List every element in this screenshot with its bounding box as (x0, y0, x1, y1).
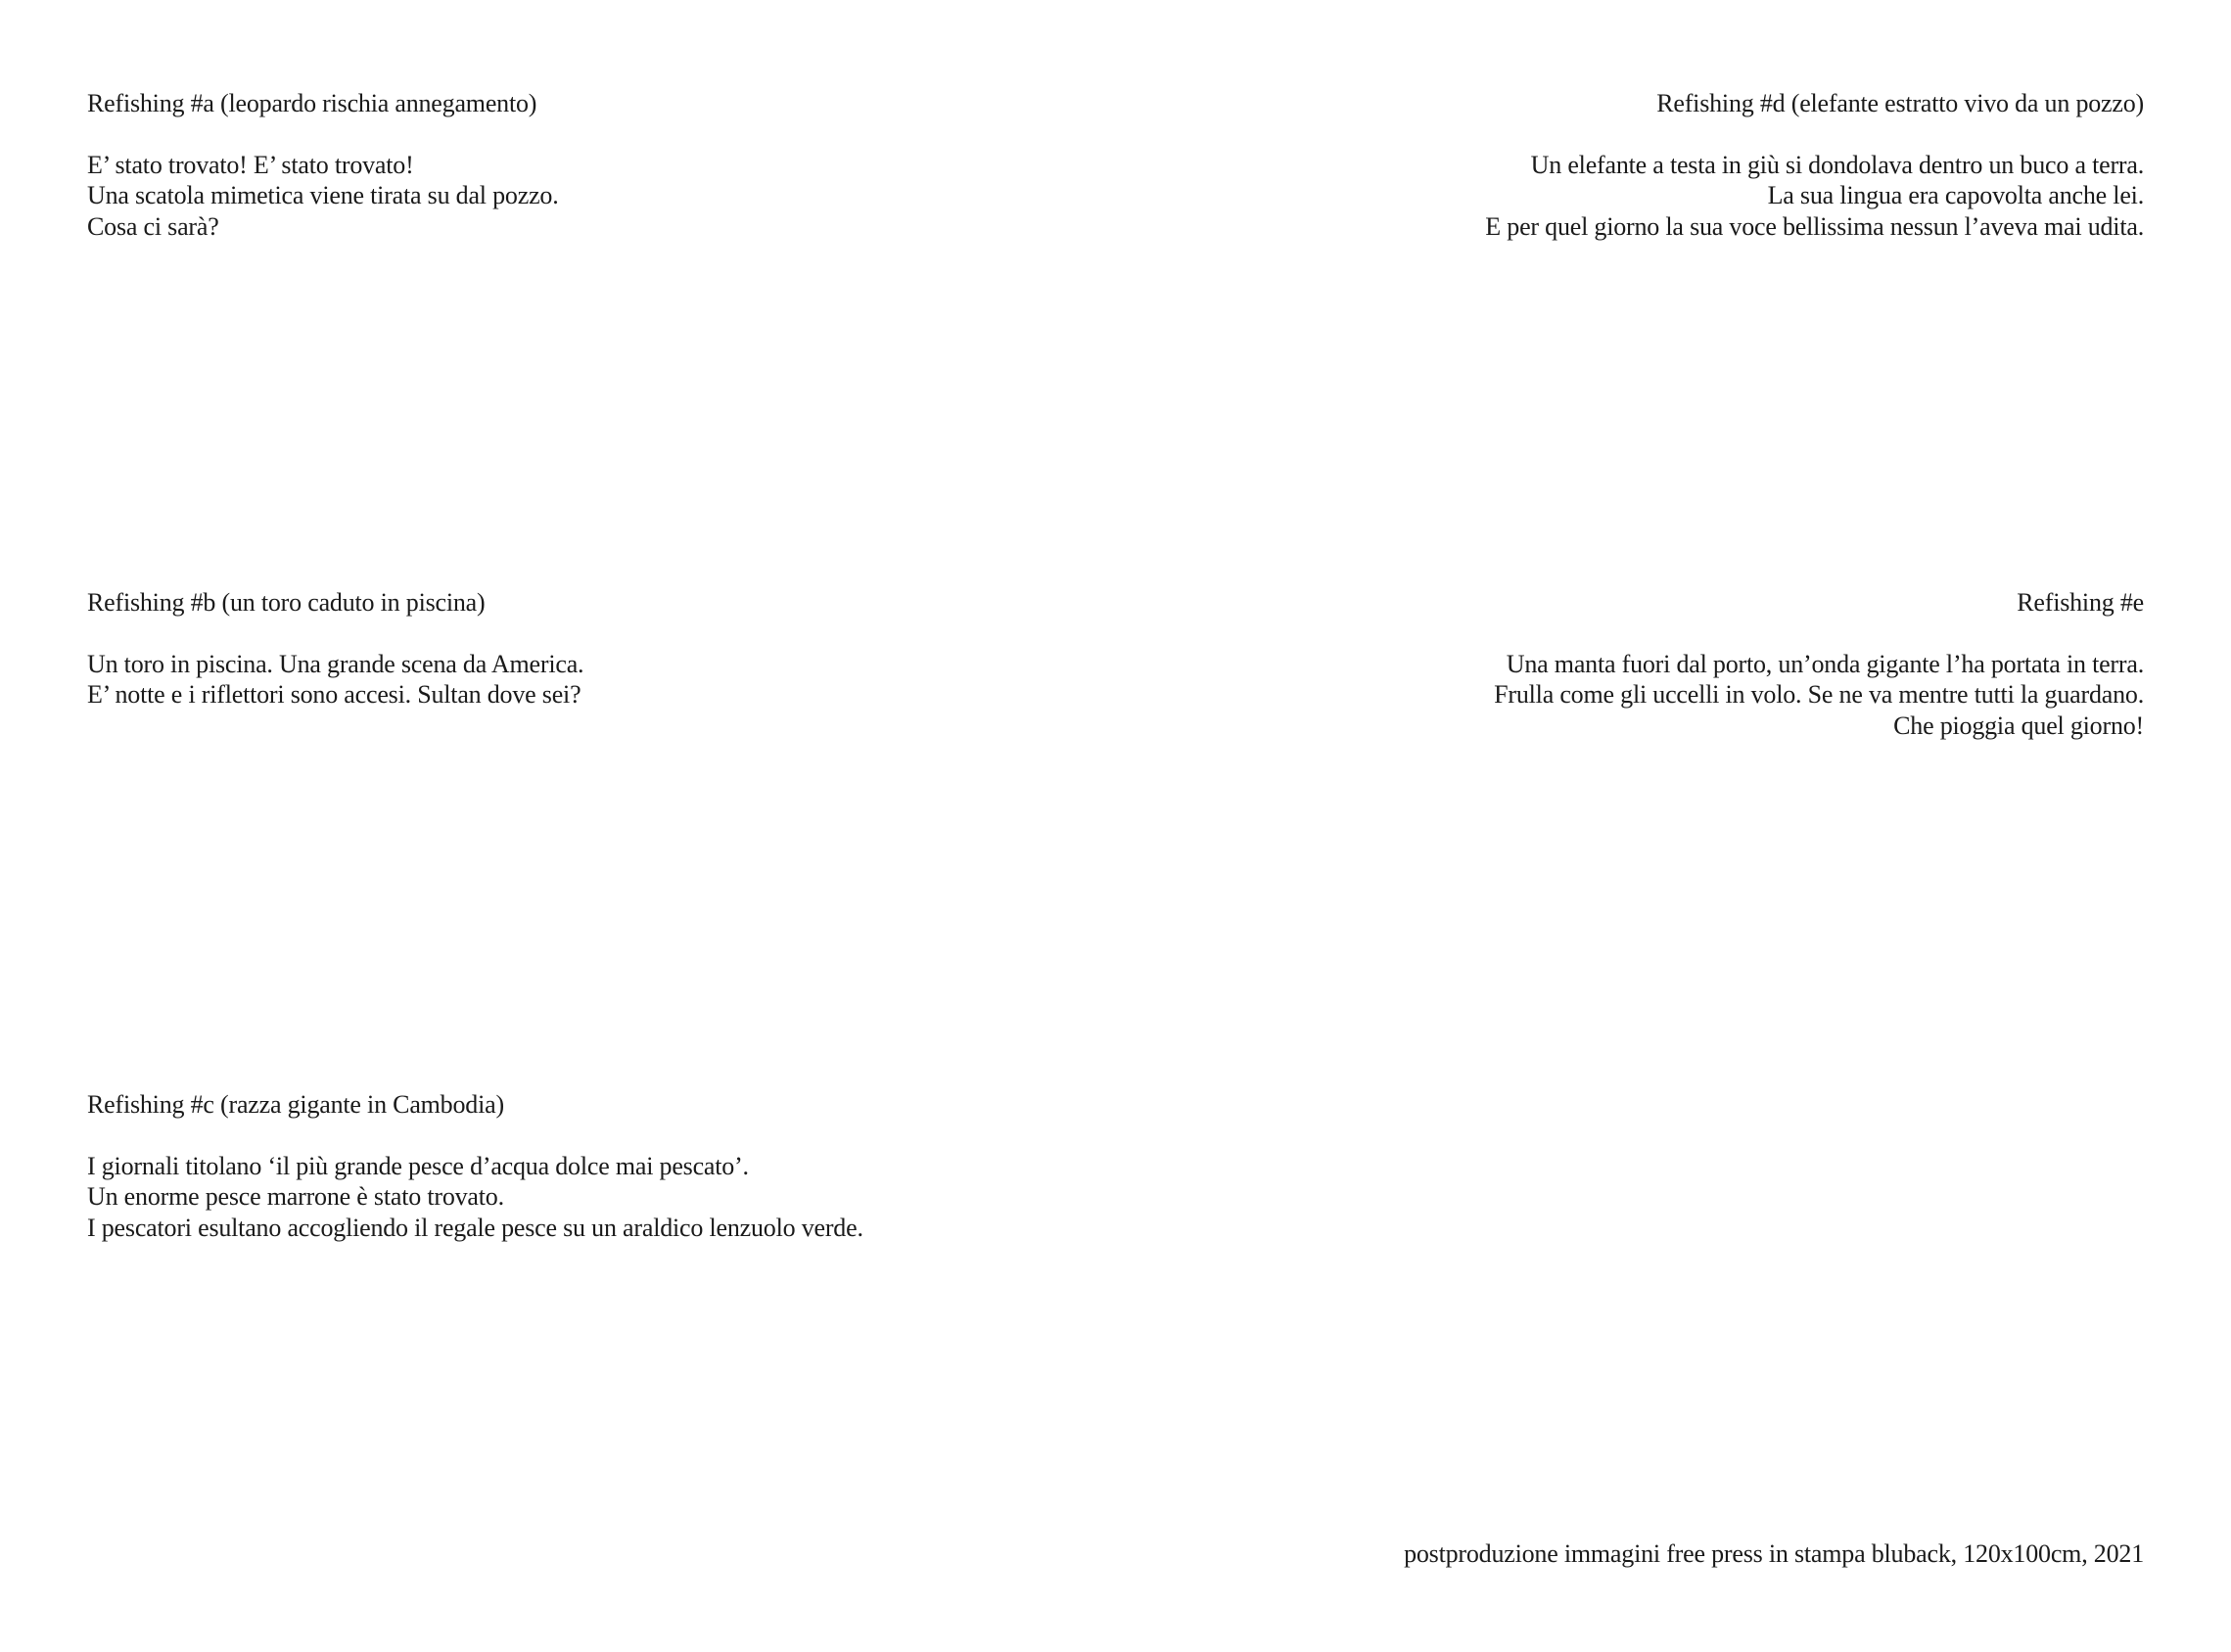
block-body (87, 150, 559, 243)
block-body (87, 1151, 863, 1244)
body-line: E’ notte e i riflettori sono accesi. Sultan dove sei? (87, 680, 581, 709)
text-block-refishing-e (1494, 587, 2144, 741)
body-line: Frulla come gli uccelli in volo. Se ne va mentre tutti la guardano. (1494, 680, 2144, 709)
block-title: Refishing #e (2017, 588, 2144, 617)
block-body (87, 649, 583, 711)
body-line: Una manta fuori dal porto, un’onda gigante l’ha portata in terra. (1506, 649, 2144, 678)
block-title: Refishing #c (razza gigante in Cambodia) (87, 1090, 504, 1119)
block-title: Refishing #a (leopardo rischia annegamento) (87, 89, 537, 117)
caption: postproduzione immagini free press in stampa bluback, 120x100cm, 2021 (1404, 1539, 2144, 1568)
block-body (1485, 150, 2144, 243)
body-line: Una scatola mimetica viene tirata su dal pozzo. (87, 181, 559, 209)
body-line: Un elefante a testa in giù si dondolava dentro un buco a terra. (1530, 150, 2144, 179)
body-line: Che pioggia quel giorno! (1893, 711, 2144, 740)
body-line: I pescatori esultano accogliendo il regale pesce su un araldico lenzuolo verde. (87, 1213, 863, 1242)
block-title: Refishing #b (un toro caduto in piscina) (87, 588, 486, 617)
body-line: Cosa ci sarà? (87, 211, 219, 241)
body-line: Un toro in piscina. Una grande scena da America. (87, 649, 584, 678)
body-line: E’ stato trovato! E’ stato trovato! (87, 150, 414, 179)
text-block-refishing-b (87, 587, 583, 711)
body-line: Un enorme pesce marrone è stato trovato. (87, 1182, 504, 1211)
block-body (1494, 649, 2144, 742)
body-line: I giornali titolano ‘il più grande pesce d’acqua dolce mai pescato’. (87, 1151, 749, 1180)
block-title: Refishing #d (elefante estratto vivo da un pozzo) (1656, 89, 2144, 117)
text-block-refishing-c (87, 1089, 863, 1243)
text-block-refishing-a (87, 88, 559, 242)
text-block-refishing-d (1485, 88, 2144, 242)
body-line: La sua lingua era capovolta anche lei. (1767, 181, 2144, 209)
body-line: E per quel giorno la sua voce bellissima nessun l’aveva mai udita. (1485, 211, 2144, 241)
